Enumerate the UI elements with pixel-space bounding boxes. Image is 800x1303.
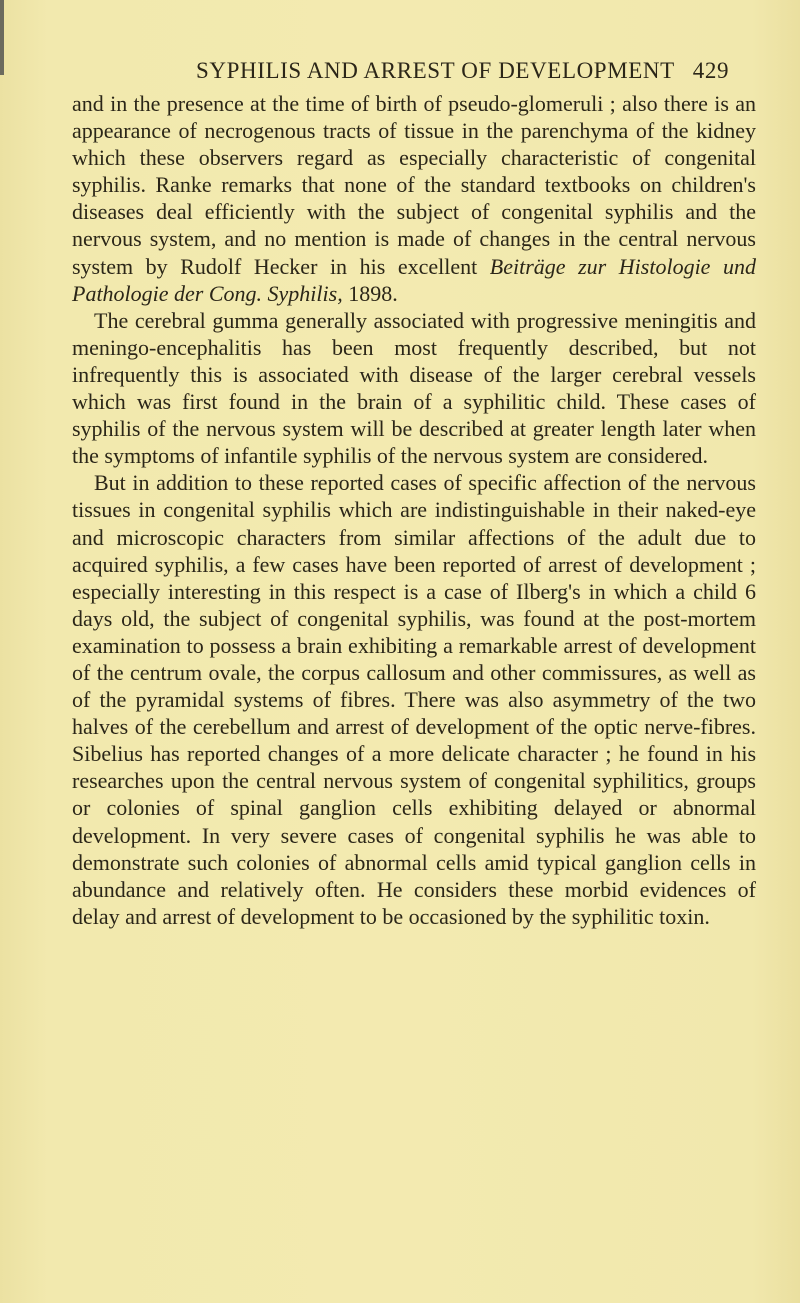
scan-edge-mark [0,0,4,75]
paragraph-1 [72,90,756,307]
paragraph-1-text: and in the presence at the time of birth of pseudo-glomeruli ; also there is an appearance of necrogenous tracts of tissue in the parenchyma of the kidney which these observers regard as especially characteristic of congenital syphilis. Ranke remarks that none of the standard textbooks on children's diseases deal efficiently with the subject of congenital syphilis and the nervous system, and no mention is made of changes in the central nervous system by Rudolf Hecker in his excellent [72,91,756,279]
paragraph-2: The cerebral gumma generally associated with progressive meningitis and meningo-encephalitis has been most frequently described, but not infrequently this is associated with disease of the larger cerebral vessels which was first found in the brain of a syphilitic child. These cases of syphilis of the nervous system will be described at greater length later when the symptoms of infantile syphilis of the nervous system are considered. [72,307,756,469]
paragraph-3: But in addition to these reported cases of specific affection of the nervous tissues in congenital syphilis which are indistinguishable in their naked-eye and microscopic characters from similar affections of the adult due to acquired syphilis, a few cases have been reported of arrest of development ; especially interesting in this respect is a case of Ilberg's in which a child 6 days old, the subject of congenital syphilis, was found at the post-mortem examination to possess a brain exhibiting a remarkable arrest of development of the centrum ovale, the corpus callosum and other commissures, as well as of the pyramidal systems of fibres. There was also asymmetry of the two halves of the cerebellum and arrest of development of the optic nerve-fibres. Sibelius has reported changes of a more delicate character ; he found in his researches upon the central nervous system of congenital syphilitics, groups or colonies of spinal ganglion cells exhibiting delayed or abnormal development. In very severe cases of congenital syphilis he was able to demonstrate such colonies of abnormal cells amid typical ganglion cells in abundance and relatively often. He considers these morbid evidences of delay and arrest of development to be occasioned by the syphilitic toxin. [72,470,756,929]
paragraph-1-year: 1898. [342,280,398,306]
running-header [196,58,756,84]
body-text [72,90,756,930]
page-number: 429 [692,58,730,83]
paragraph-1-book-title: Beiträge zur Histologie und Pathologie der Cong. Syphilis, [72,253,756,306]
running-title: SYPHILIS AND ARREST OF DEVELOPMENT [196,58,675,83]
